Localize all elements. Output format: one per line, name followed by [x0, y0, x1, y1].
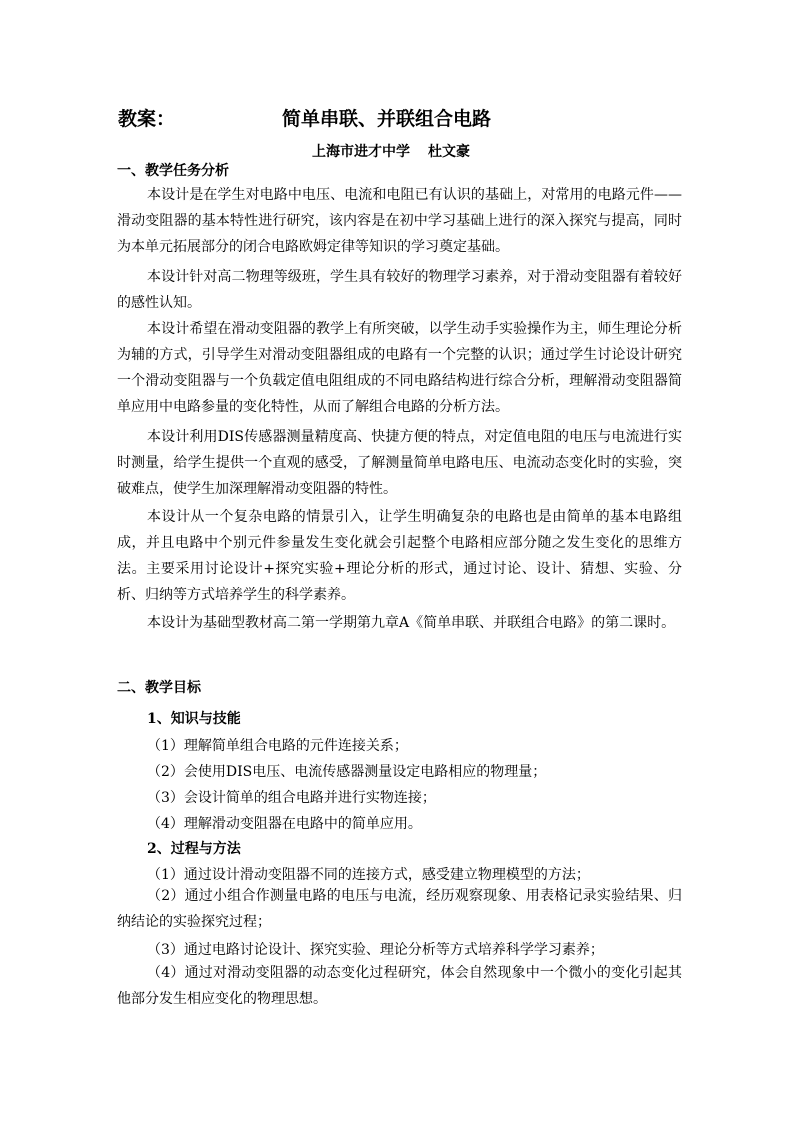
- list-item: （4）理解滑动变阻器在电路中的简单应用。: [147, 816, 422, 832]
- list-item: （2）通过小组合作测量电路的电压与电流，经历观察现象、用表格记录实验结果、归纳结论的实验探究过程；: [117, 888, 682, 930]
- paragraph: 本设计针对高二物理等级班，学生具有较好的物理学习素养，对于滑动变阻器有着较好的感性认知。: [117, 269, 682, 311]
- lesson-plan-label: 教案：: [118, 108, 176, 130]
- paragraph: 本设计利用DIS传感器测量精度高、快捷方便的特点，对定值电阻的电压与电流进行实时测量，给学生提供一个直观的感受，了解测量简单电路电压、电流动态变化时的实验，突破难点，使学生加深理解滑动变阻器的特性。: [117, 429, 682, 497]
- list-item: （3）会设计简单的组合电路并进行实物连接；: [147, 790, 436, 806]
- paragraph: 本设计是在学生对电路中电压、电流和电阻已有认识的基础上，对常用的电路元件——滑动变阻器的基本特性进行研究，该内容是在初中学习基础上进行的深入探究与提高，同时为本单元拓展部分的闭合电路欧姆定律等知识的学习奠定基础。: [117, 187, 682, 255]
- section-heading-task-analysis: 一、教学任务分析: [117, 163, 229, 179]
- paragraph: 本设计希望在滑动变阻器的教学上有所突破，以学生动手实验操作为主，师生理论分析为辅的方式，引导学生对滑动变阻器组成的电路有一个完整的认识；通过学生讨论设计研究一个滑动变阻器与一个负载定值电阻组成的不同电路结构进行综合分析，理解滑动变阻器简单应用中电路参量的变化特性，从而了解组合电路的分析方法。: [117, 321, 682, 415]
- subsection-heading-knowledge-skills: 1、知识与技能: [147, 711, 241, 727]
- author-line: [312, 141, 470, 161]
- teacher-name: 杜文豪: [428, 144, 470, 160]
- paragraph: 本设计为基础型教材高二第一学期第九章A《简单串联、并联组合电路》的第二课时。: [147, 615, 676, 631]
- list-item: （1）理解简单组合电路的元件连接关系；: [147, 738, 408, 754]
- list-item: （3）通过电路讨论设计、探究实验、理论分析等方式培养科学学习素养；: [147, 942, 604, 958]
- paragraph: 本设计从一个复杂电路的情景引入，让学生明确复杂的电路也是由简单的基本电路组成，并且电路中个别元件参量发生变化就会引起整个电路相应部分随之发生变化的思维方法。主要采用讨论设计+探究实验+理论分析的形式，通过讨论、设计、猜想、实验、分析、归纳等方式培养学生的科学素养。: [117, 509, 682, 603]
- section-heading-teaching-goals: 二、教学目标: [117, 680, 201, 696]
- list-item: （2）会使用DIS电压、电流传感器测量设定电路相应的物理量；: [147, 764, 547, 780]
- school-name: 上海市进才中学: [312, 144, 410, 160]
- list-item: （1）通过设计滑动变阻器不同的连接方式，感受建立物理模型的方法；: [147, 867, 590, 883]
- page-title: 简单串联、并联组合电路: [282, 108, 492, 130]
- list-item: （4）通过对滑动变阻器的动态变化过程研究，体会自然现象中一个微小的变化引起其他部分发生相应变化的物理思想。: [117, 965, 682, 1007]
- subsection-heading-process-method: 2、过程与方法: [147, 841, 241, 857]
